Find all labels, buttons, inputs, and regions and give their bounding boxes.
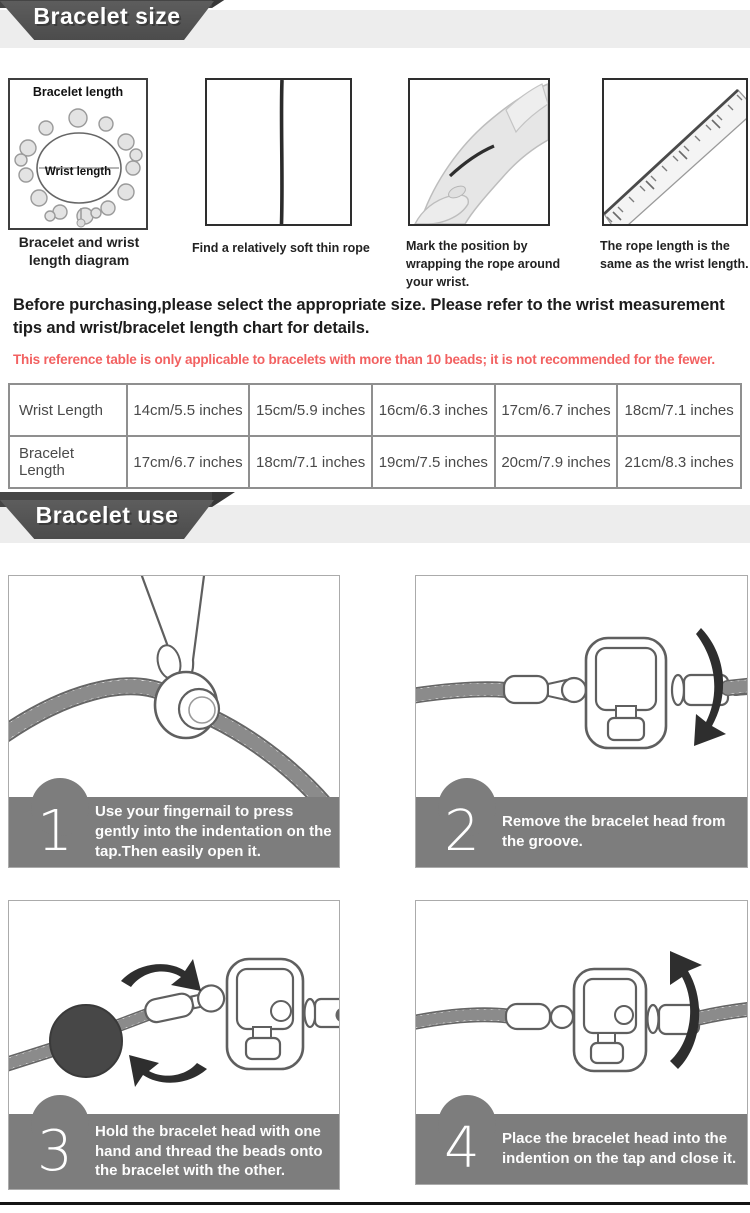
bracelet-use-banner [0, 492, 240, 540]
step-text: Remove the bracelet head from the groove. [502, 813, 726, 850]
step2-caption-bar [416, 797, 747, 867]
step3-illustration [9, 901, 339, 1116]
bracelet-length-label: Bracelet length [32, 85, 124, 99]
step2-panel [415, 575, 748, 868]
step1-caption-bar [9, 797, 339, 867]
step-text: Place the bracelet head into the indention on the tap and close it. [502, 1130, 737, 1167]
step-number: 3 [37, 1118, 73, 1184]
bottom-divider [0, 1202, 750, 1205]
wrist-panel [408, 78, 550, 226]
rope-panel [205, 78, 352, 226]
bracelet-size-banner [0, 0, 240, 41]
ruler-panel [602, 78, 748, 226]
step4-panel [415, 900, 748, 1185]
table-cell: 17cm/6.7 inches [127, 436, 250, 488]
size-chart-table [8, 383, 742, 489]
table-cell: Bracelet Length [9, 436, 127, 488]
wrist-wrap-illustration [410, 80, 548, 224]
table-cell: 18cm/7.1 inches [249, 436, 372, 488]
bracelet-diagram-panel [8, 78, 148, 230]
step-text: Use your fingernail to press gently into the indentation on the tap.Then easily open it. [95, 803, 332, 860]
ribbon-fold-icon [212, 0, 235, 8]
step-text: Hold the bracelet head with one hand and thread the beads onto the bracelet with the other. [95, 1122, 323, 1180]
panel2-caption: Find a relatively soft thin rope [192, 241, 370, 255]
table-cell: Wrist Length [9, 384, 127, 436]
bracelet-length-row [9, 436, 741, 488]
step1-panel [8, 575, 340, 868]
table-cell: 14cm/5.5 inches [127, 384, 250, 436]
ribbon-fold-icon [212, 492, 235, 507]
wrist-length-label: Wrist length [44, 166, 112, 178]
step-number: 4 [444, 1116, 480, 1181]
step-number: 1 [37, 799, 73, 864]
panel1-caption: Bracelet and wrist length diagram [18, 234, 140, 268]
step2-illustration [416, 576, 747, 799]
reference-warning: This reference table is only applicable to bracelets with more than 10 beads; it is not recommended for the fewer. [13, 352, 715, 367]
table-cell: 16cm/6.3 inches [372, 384, 495, 436]
panel3-caption: Mark the position by wrapping the rope around your wrist. [406, 239, 561, 290]
table-cell: 15cm/5.9 inches [249, 384, 372, 436]
rope-illustration [207, 80, 350, 224]
charm-bracelet-illustration [10, 80, 146, 228]
step1-illustration [9, 576, 339, 799]
table-cell: 21cm/8.3 inches [617, 436, 741, 488]
section-title: Bracelet size [33, 3, 181, 29]
section-title: Bracelet use [35, 502, 179, 528]
step4-illustration [416, 901, 747, 1116]
purchase-note: Before purchasing,please select the appropriate size. Please refer to the wrist measurement tips and wrist/bracelet length chart for details. [13, 296, 725, 338]
panel4-caption: The rope length is the same as the wrist length. [600, 239, 749, 272]
table-cell: 17cm/6.7 inches [495, 384, 618, 436]
step3-panel [8, 900, 340, 1190]
ruler-illustration [604, 80, 746, 224]
table-cell: 19cm/7.5 inches [372, 436, 495, 488]
step-number: 2 [444, 799, 480, 864]
step3-caption-bar [9, 1114, 339, 1189]
step4-caption-bar [416, 1114, 747, 1184]
table-cell: 20cm/7.9 inches [495, 436, 618, 488]
table-cell: 18cm/7.1 inches [617, 384, 741, 436]
wrist-length-row [9, 384, 741, 436]
